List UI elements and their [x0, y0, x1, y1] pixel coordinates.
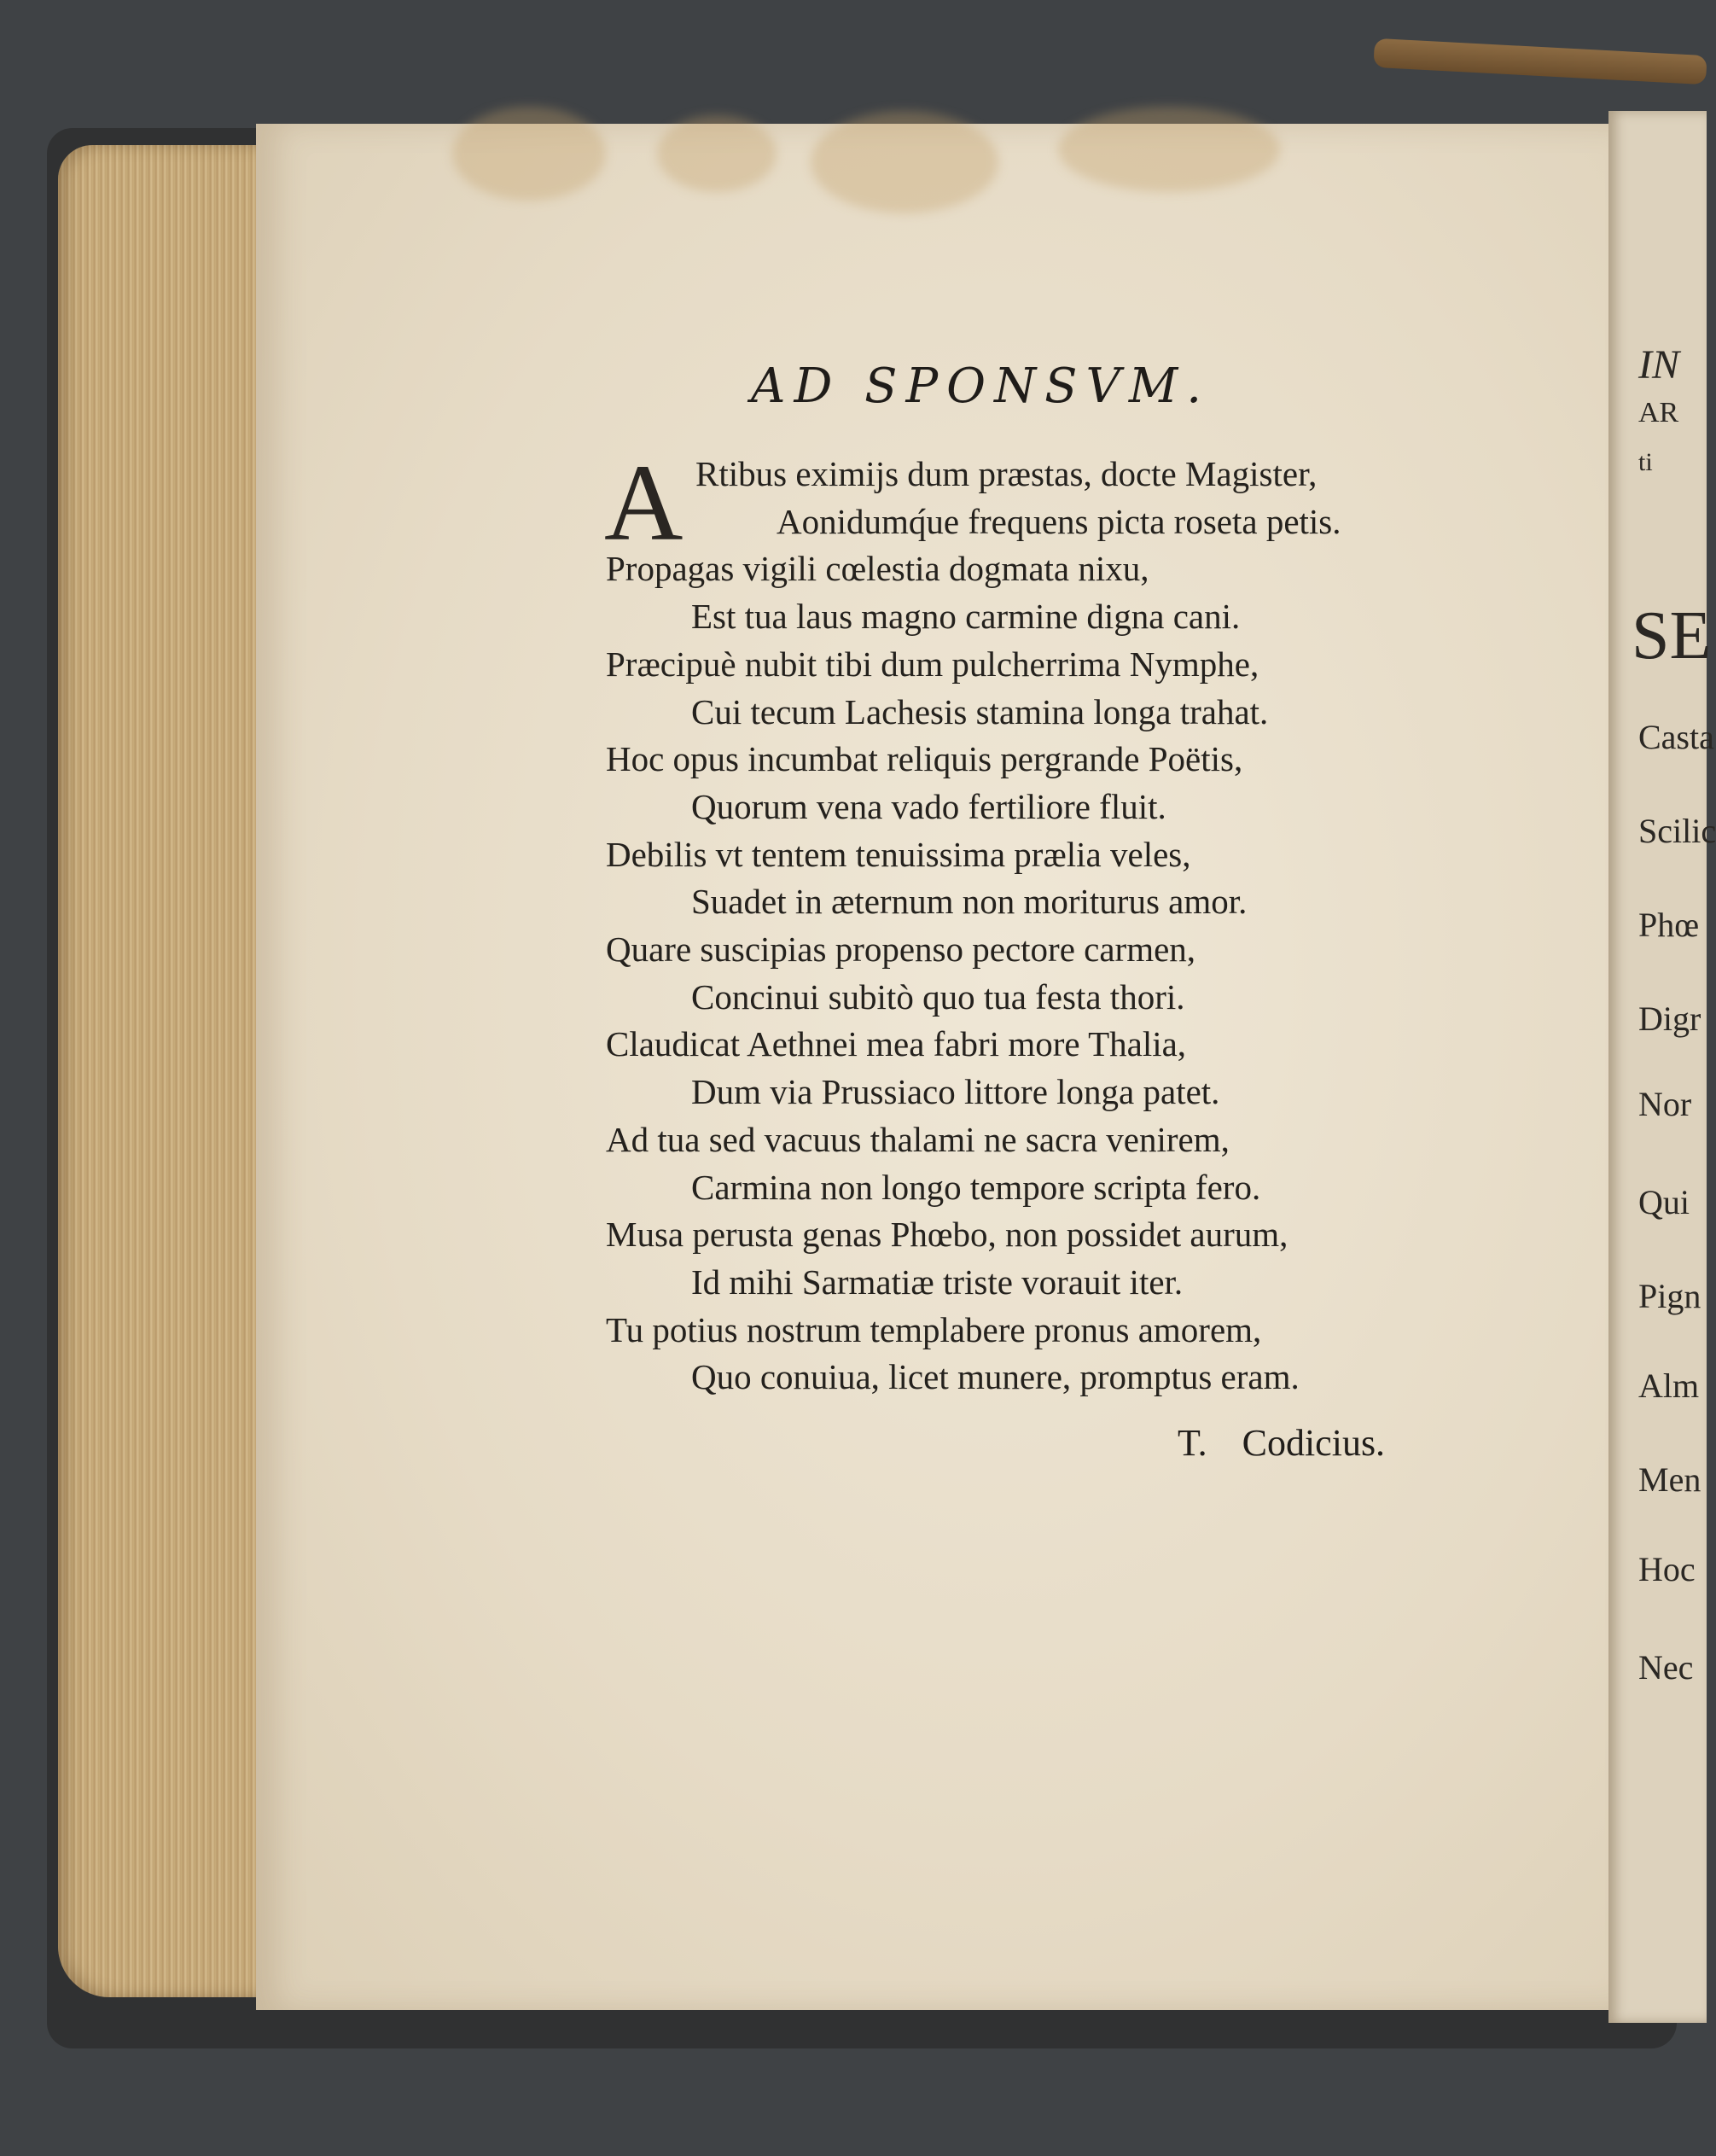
- facing-fragment: SE: [1632, 598, 1712, 673]
- bookmark-ribbon: [1373, 38, 1707, 84]
- poem-line: Musa perusta genas Phœbo, non possidet aurum,: [606, 1215, 1288, 1255]
- facing-fragment: ti: [1638, 448, 1653, 476]
- facing-fragment: Pign: [1638, 1277, 1701, 1315]
- water-stain: [811, 111, 998, 213]
- facing-fragment: Digr: [1638, 999, 1701, 1038]
- poem-line: Quare suscipias propenso pectore carmen,: [606, 929, 1196, 970]
- facing-fragment: Men: [1638, 1460, 1701, 1499]
- poem: [606, 451, 1579, 1401]
- facing-fragment: Hoc: [1638, 1550, 1696, 1588]
- poem-line: Concinui subitò quo tua festa thori.: [691, 976, 1185, 1017]
- poem-line: Quorum vena vado fertiliore fluit.: [691, 786, 1166, 826]
- drop-capital: A: [604, 442, 683, 563]
- facing-fragment: Alm: [1638, 1366, 1700, 1405]
- poem-line: Claudicat Aethnei mea fabri more Thalia,: [606, 1024, 1187, 1064]
- poem-line: Rtibus eximijs dum præstas, docte Magister,: [695, 454, 1318, 493]
- facing-fragment: Phœ: [1638, 906, 1700, 944]
- page-title: AD SPONSVM.: [751, 358, 1211, 414]
- poem-line: Aonidumq́ue frequens picta roseta petis.: [777, 501, 1341, 541]
- poem-line: Hoc opus incumbat reliquis pergrande Poëtis,: [606, 739, 1243, 779]
- water-stain: [1058, 107, 1280, 192]
- poem-line: Est tua laus magno carmine digna cani.: [691, 597, 1241, 637]
- poem-line: Tu potius nostrum templabere pronus amorem,: [606, 1309, 1262, 1349]
- water-stain: [452, 107, 606, 201]
- facing-fragment: Nec: [1638, 1648, 1694, 1687]
- facing-fragment: Scilic: [1638, 812, 1716, 850]
- facing-fragment: AR: [1638, 397, 1679, 428]
- poem-line: Suadet in æternum non moriturus amor.: [691, 882, 1248, 922]
- poem-line: Cui tecum Lachesis stamina longa trahat.: [691, 691, 1269, 731]
- water-stain: [657, 115, 777, 192]
- poem-line: Propagas vigili cœlestia dogmata nixu,: [606, 549, 1149, 589]
- poem-line: Debilis vt tentem tenuissima prælia veles,: [606, 834, 1191, 874]
- poem-line: Id mihi Sarmatiæ triste vorauit iter.: [691, 1262, 1184, 1302]
- facing-fragment: Qui: [1638, 1183, 1690, 1221]
- poem-line: Quo conuiua, licet munere, promptus eram.: [691, 1357, 1300, 1397]
- facing-fragment: IN: [1638, 342, 1679, 387]
- author-signature: T. Codicius.: [1178, 1422, 1386, 1464]
- poem-line: Carmina non longo tempore scripta fero.: [691, 1167, 1261, 1207]
- facing-fragment: Nor: [1638, 1085, 1692, 1123]
- poem-line: Præcipuè nubit tibi dum pulcherrima Nymphe,: [606, 644, 1259, 684]
- poem-line: Ad tua sed vacuus thalami ne sacra venirem,: [606, 1119, 1230, 1159]
- poem-line: Dum via Prussiaco littore longa patet.: [691, 1072, 1220, 1112]
- facing-fragment: Casta: [1638, 718, 1714, 756]
